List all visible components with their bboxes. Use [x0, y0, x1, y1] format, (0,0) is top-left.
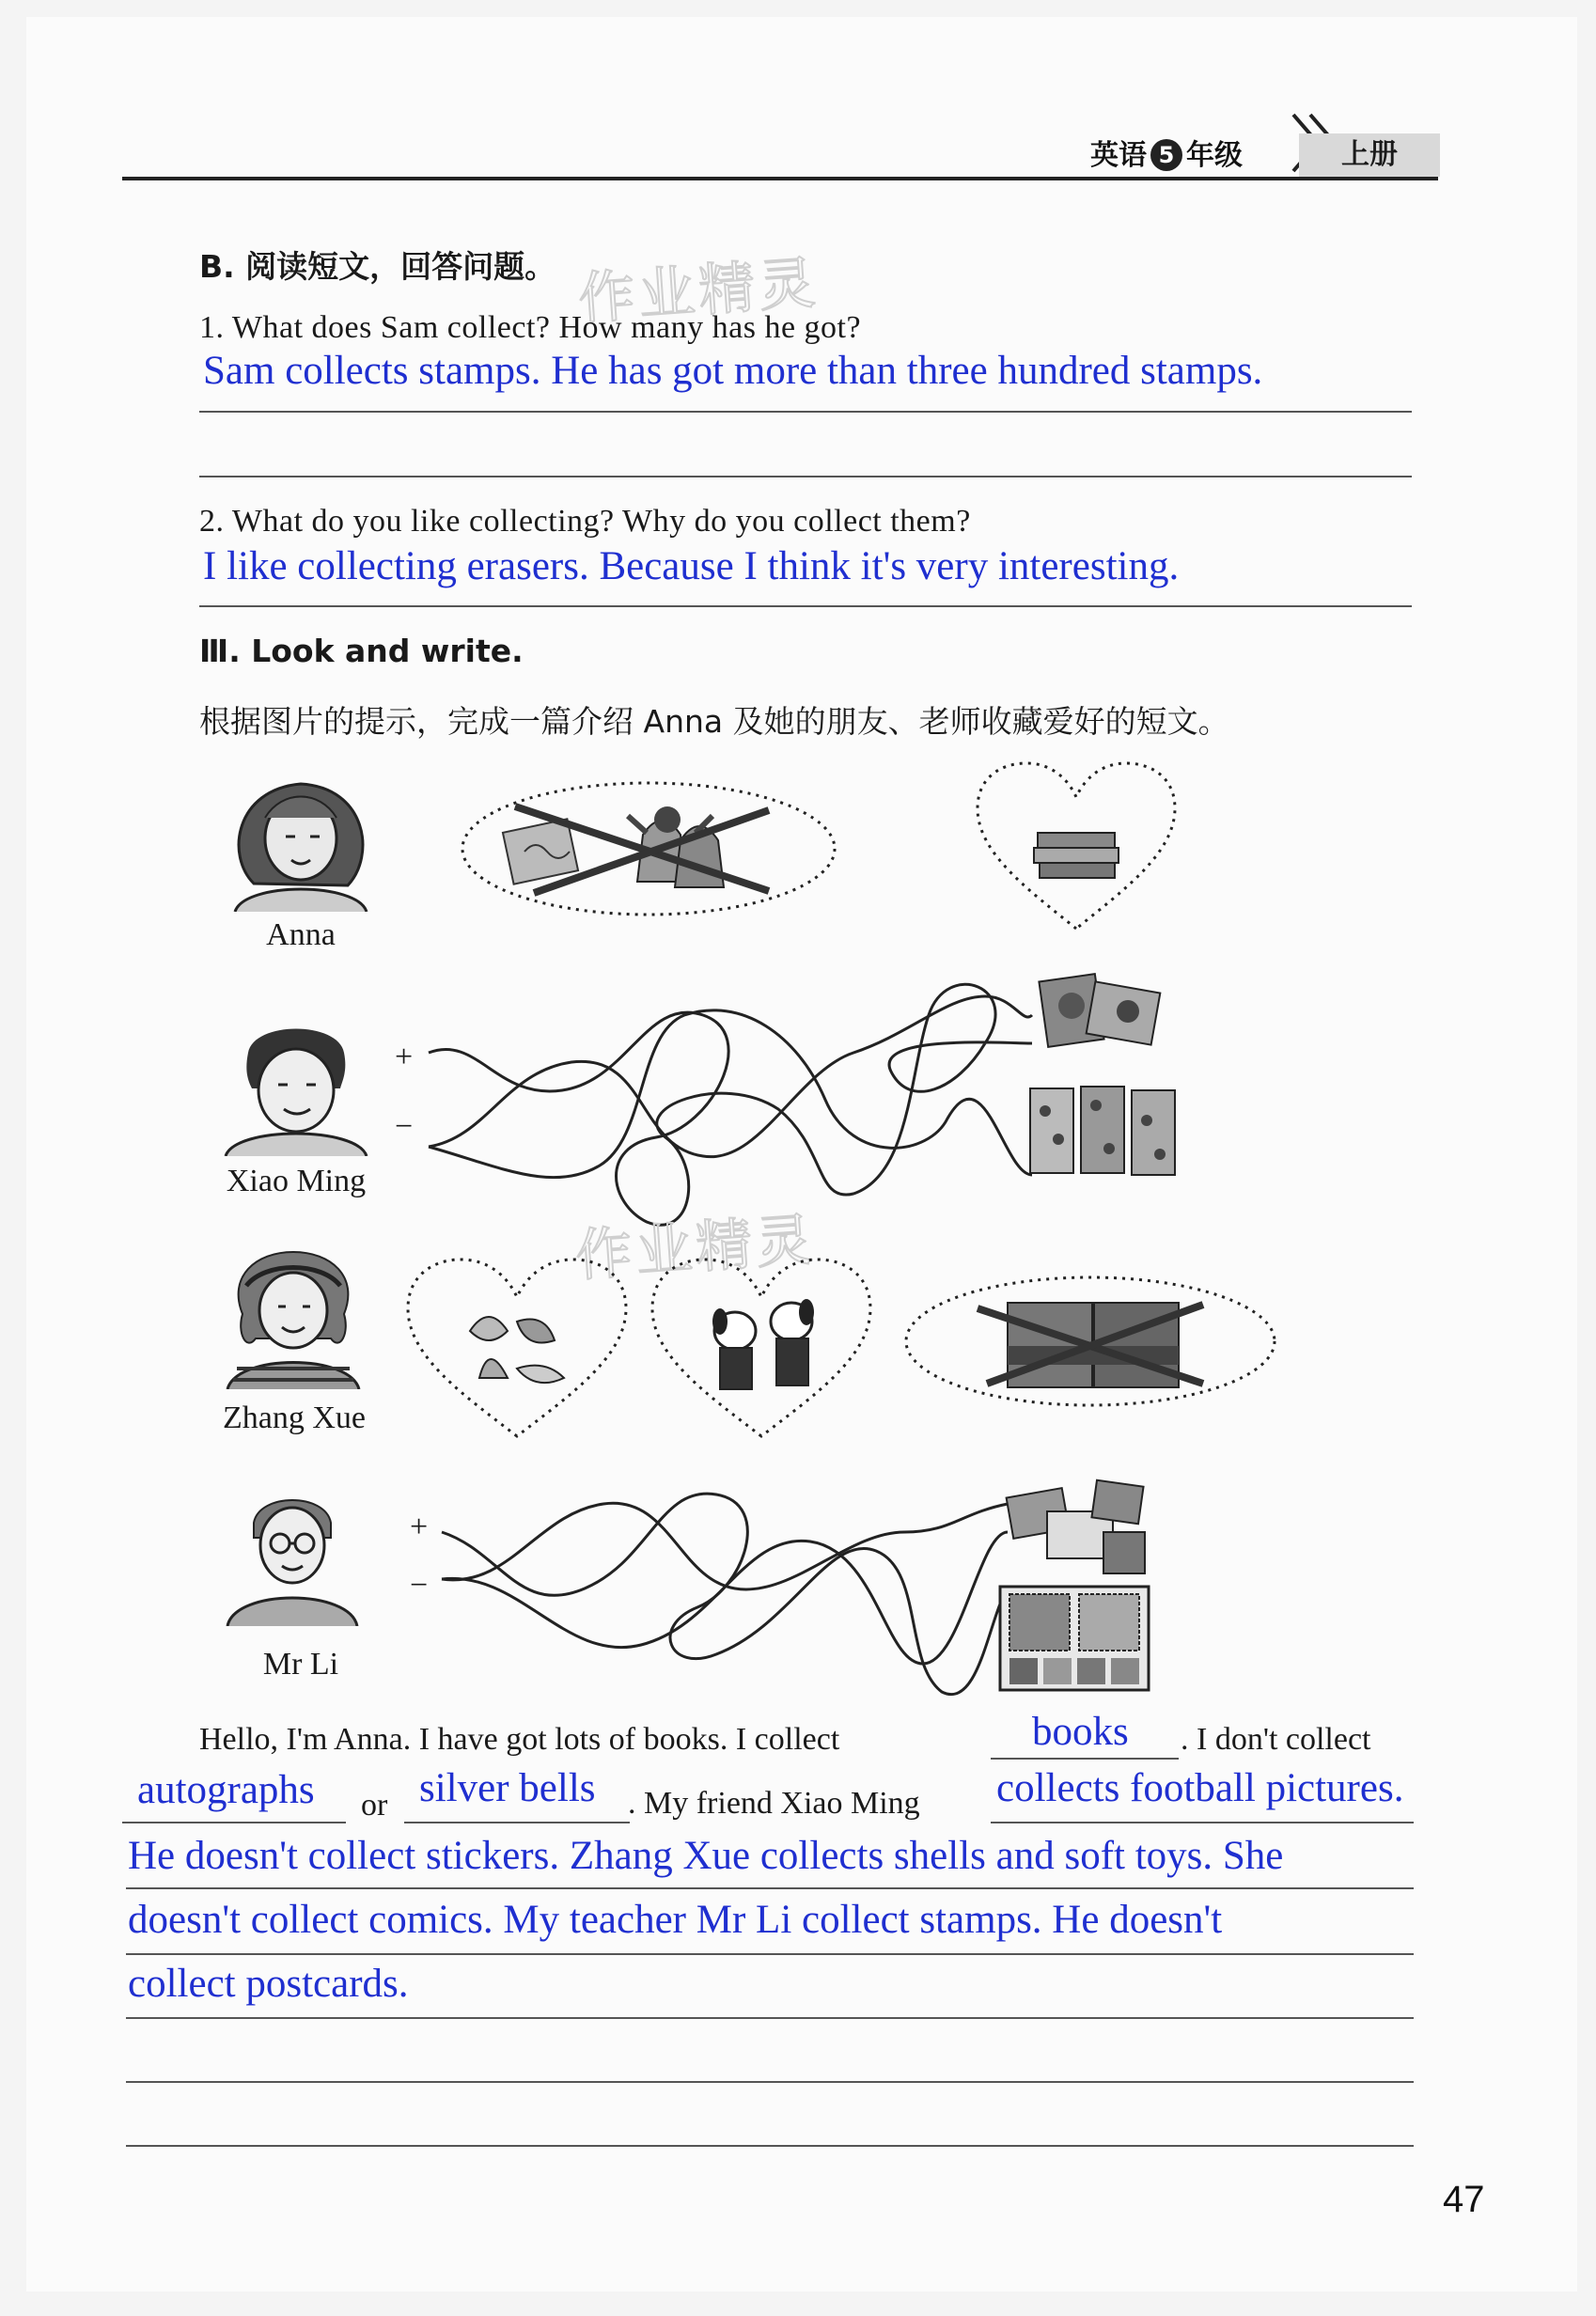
stickers-icon	[1026, 1083, 1179, 1179]
stamps-icon	[998, 1585, 1150, 1692]
passage-line-1: Hello, I'm Anna. I have got lots of books. I collect	[199, 1722, 840, 1757]
xiao-ming-portrait-icon	[216, 1015, 376, 1156]
heart-soft-toys	[649, 1256, 874, 1444]
answer-line	[199, 411, 1412, 413]
watermark-middle: 作业精灵	[573, 1207, 819, 1290]
passage-answer-line-4: doesn't collect comics. My teacher Mr Li collect stamps. He doesn't	[128, 1898, 1223, 1942]
grade-circle: 5	[1150, 139, 1182, 171]
heart-books	[974, 759, 1179, 934]
header-subject: 英语 5 年级	[1090, 139, 1243, 172]
answer-line	[199, 476, 1412, 477]
section-iii-instruction: 根据图片的提示，完成一篇介绍 Anna 及她的朋友、老师收藏爱好的短文。	[199, 703, 1229, 740]
plus-sign: +	[395, 1040, 414, 1074]
blank-answer-4: collects football pictures.	[996, 1766, 1404, 1810]
blank-answer-2: autographs	[137, 1768, 315, 1812]
crossed-oval-comics	[902, 1271, 1278, 1412]
passage-answer-line-5: collect postcards.	[128, 1962, 409, 2006]
books-icon	[1034, 833, 1119, 878]
answer-line	[199, 605, 1412, 607]
anna-portrait-icon	[216, 771, 385, 912]
or-word: or	[361, 1788, 388, 1823]
header-volume: 上册	[1299, 133, 1440, 177]
passage-friend: . My friend Xiao Ming	[628, 1786, 920, 1821]
blank-answer-1: books	[1032, 1710, 1129, 1754]
section-b-title: B. 阅读短文，回答问题。	[199, 248, 556, 285]
header-rule	[122, 177, 1438, 180]
question-2: 2. What do you like collecting? Why do you collect them?	[199, 504, 971, 539]
crossed-oval-autographs-bells	[459, 778, 838, 919]
blank-line	[991, 1822, 1414, 1823]
plus-sign: +	[410, 1510, 429, 1544]
person-name-xiao-ming: Xiao Ming	[226, 1164, 367, 1198]
mr-li-portrait-icon	[222, 1485, 363, 1626]
blank-line	[122, 1822, 346, 1823]
writing-line	[126, 1887, 1414, 1889]
heart-shells	[404, 1256, 630, 1444]
page-number: 47	[1443, 2179, 1485, 2220]
blank-line	[991, 1758, 1179, 1760]
maze-lines-xiao-ming	[421, 959, 1041, 1241]
writing-line	[126, 2145, 1414, 2147]
minus-sign: −	[410, 1568, 429, 1603]
autograph-card-icon	[503, 819, 578, 884]
blank-answer-3: silver bells	[419, 1766, 596, 1810]
person-name-anna: Anna	[266, 917, 336, 952]
blank-line	[404, 1822, 630, 1823]
section-iii-title: Ⅲ. Look and write.	[199, 633, 524, 669]
shells-icon	[470, 1317, 564, 1383]
writing-line	[126, 1953, 1414, 1955]
answer-2: I like collecting erasers. Because I think it's very interesting.	[203, 544, 1180, 588]
zhang-xue-portrait-icon	[218, 1248, 368, 1389]
postcards-icon	[1000, 1474, 1150, 1577]
watermark-top: 作业精灵	[576, 250, 821, 333]
writing-line	[126, 2081, 1414, 2083]
person-name-zhang-xue: Zhang Xue	[222, 1401, 366, 1435]
writing-line	[126, 2017, 1414, 2019]
soft-toys-icon	[712, 1299, 814, 1389]
answer-1: Sam collects stamps. He has got more than three hundred stamps.	[203, 349, 1263, 393]
minus-sign: −	[395, 1109, 414, 1144]
football-pictures-icon	[1025, 959, 1175, 1053]
passage-answer-line-3: He doesn't collect stickers. Zhang Xue collects shells and soft toys. She	[128, 1834, 1284, 1878]
person-name-mr-li: Mr Li	[262, 1647, 339, 1682]
question-1: 1. What does Sam collect? How many has he got?	[199, 310, 862, 345]
passage-line-1-end: . I don't collect	[1181, 1722, 1371, 1757]
maze-lines-mr-li	[434, 1476, 1017, 1711]
